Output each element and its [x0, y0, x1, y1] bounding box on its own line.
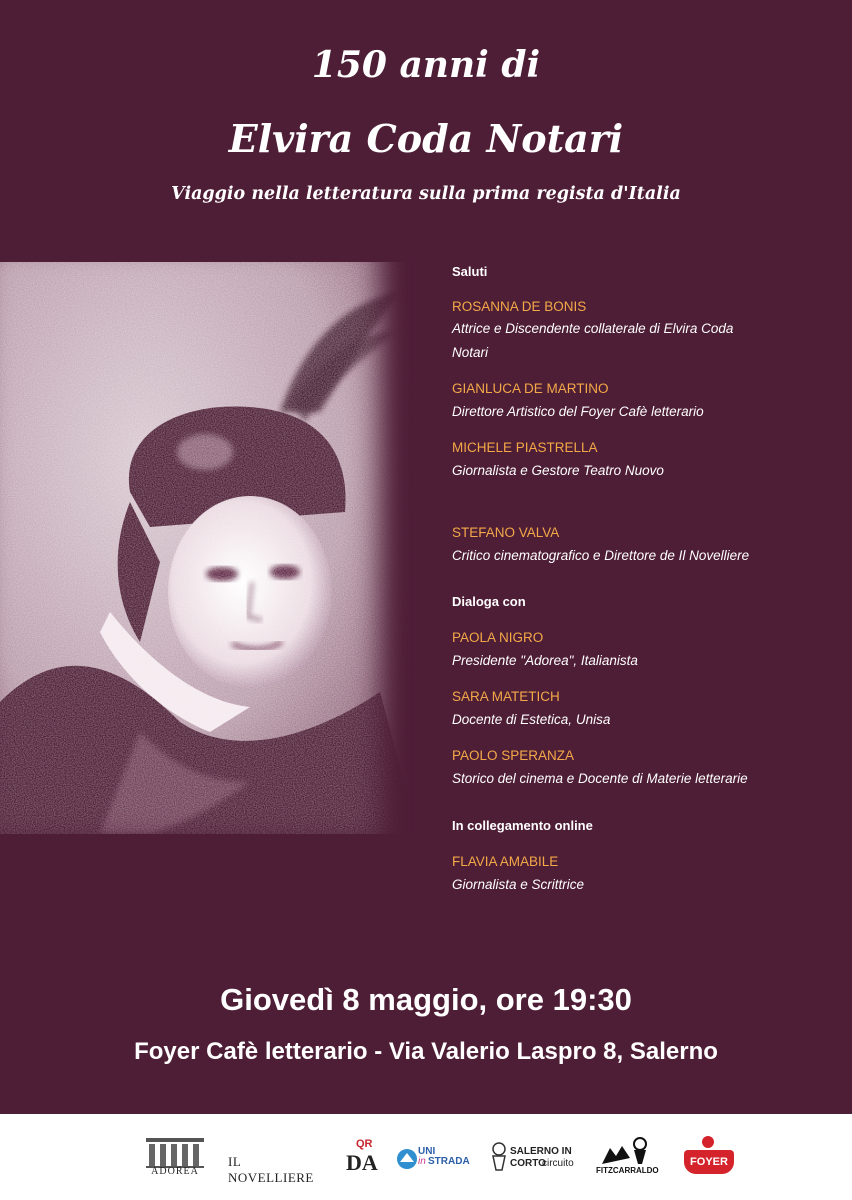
adorea-logo-text: ADOREA — [151, 1166, 199, 1177]
foyer-logo — [684, 1136, 734, 1178]
speaker-role: Storico del cinema e Docente di Materie letterarie — [452, 771, 748, 786]
host-role: Critico cinematografico e Direttore de Il Novelliere — [452, 548, 750, 563]
unistrada-strada: STRADA — [428, 1156, 470, 1167]
section-label-dialoga: Dialoga con — [452, 594, 526, 609]
section-label-saluti: Saluti — [452, 264, 488, 279]
da-logo — [344, 1136, 378, 1178]
host-name: STEFANO VALVA — [452, 525, 560, 540]
speaker-role: Giornalista e Scrittrice — [452, 877, 585, 892]
adorea-logo — [146, 1136, 204, 1178]
speaker-role: Presidente "Adorea", Italianista — [452, 653, 638, 668]
da-logo-top: QR — [356, 1138, 373, 1150]
fitzcarraldo-logo — [596, 1136, 659, 1178]
salerno-corto: CORTO — [510, 1158, 546, 1169]
unistrada-uni: UNI — [418, 1146, 436, 1157]
speaker-role: Attrice e Discendente collaterale di Elvira Coda — [452, 321, 734, 336]
event-date: Giovedì 8 maggio, ore 19:30 — [220, 982, 632, 1017]
speaker-role-continued: Notari — [452, 345, 489, 360]
title-line-1: 150 anni di — [311, 44, 541, 86]
title-line-2: Elvira Coda Notari — [228, 116, 624, 161]
speaker-name: SARA MATETICH — [452, 689, 560, 704]
speaker-role: Giornalista e Gestore Teatro Nuovo — [452, 463, 664, 478]
speaker-name: ROSANNA DE BONIS — [452, 299, 587, 314]
portrait-photo — [0, 262, 418, 834]
speaker-role: Direttore Artistico del Foyer Cafè letterario — [452, 404, 704, 419]
salerno-circuito: circuito — [542, 1158, 574, 1169]
speaker-name: PAOLA NIGRO — [452, 630, 544, 645]
novelliere-logo: IL NOVELLIERE — [228, 1154, 314, 1185]
event-place: Foyer Cafè letterario - Via Valerio Laspro 8, Salerno — [134, 1038, 718, 1065]
speaker-role: Docente di Estetica, Unisa — [452, 712, 611, 727]
unistrada-logo — [396, 1136, 472, 1178]
fitzcarraldo-text: FITZCARRALDO — [596, 1166, 659, 1175]
speaker-name: FLAVIA AMABILE — [452, 854, 559, 869]
speaker-name: PAOLO SPERANZA — [452, 748, 575, 763]
foyer-dot-icon — [702, 1136, 714, 1148]
da-logo-text: DA — [346, 1150, 378, 1175]
sponsor-footer — [0, 1114, 852, 1200]
salerno-line1: SALERNO IN — [510, 1146, 572, 1157]
speaker-name: GIANLUCA DE MARTINO — [452, 381, 609, 396]
salerno-corto-logo — [490, 1136, 574, 1178]
speaker-name: MICHELE PIASTRELLA — [452, 440, 598, 455]
section-label-online: In collegamento online — [452, 818, 593, 833]
subtitle: Viaggio nella letteratura sulla prima regista d'Italia — [171, 184, 681, 204]
foyer-text: FOYER — [690, 1156, 728, 1168]
unistrada-in: in — [418, 1156, 426, 1167]
